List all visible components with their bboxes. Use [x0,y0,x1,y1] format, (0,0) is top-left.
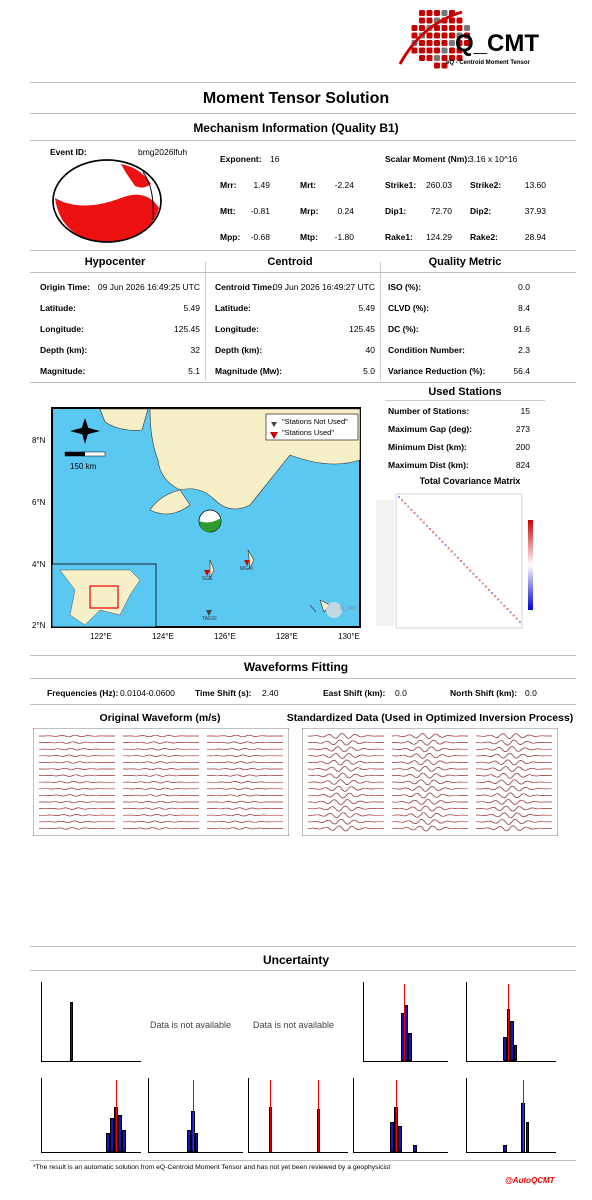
hypocenter-value-1: 5.49 [183,303,200,313]
centroid-value-3: 40 [365,345,375,355]
uncertainty-histogram-7 [466,1078,556,1153]
map-panel [30,400,370,645]
centroid-label-2: Longitude: [215,324,259,334]
centroid-value-4: 5.0 [363,366,375,376]
mrr-value: 1.49 [253,180,270,190]
lat-tick-4: 4°N [32,560,46,569]
event-id-label: Event ID: [50,147,87,157]
original-waveform-plot [33,728,289,836]
centroid-value-0: 09 Jun 2026 16:49:27 UTC [272,282,375,292]
mrt-label: Mrt: [300,180,317,190]
na-message-1: Data is not available [150,1020,232,1030]
lon-tick-128: 128°E [276,632,298,641]
mtp-label: Mtp: [300,232,318,242]
legend-used: "Stations Used" [282,428,335,437]
strike1-label: Strike1: [385,180,417,190]
east-label: East Shift (km): [323,688,386,698]
hypocenter-value-3: 32 [190,345,200,355]
dip1-label: Dip1: [385,206,407,216]
rake1-label: Rake1: [385,232,413,242]
exponent-value: 16 [270,154,280,164]
uncertainty-histogram-3 [41,1078,141,1153]
lon-tick-126: 126°E [214,632,236,641]
dip2-label: Dip2: [470,206,492,216]
covariance-matrix [376,490,548,638]
rake2-value: 28.94 [524,232,546,242]
tshift-label: Time Shift (s): [195,688,252,698]
hypocenter-label-1: Latitude: [40,303,76,313]
footer-handle: @AutoQCMT [505,1176,555,1185]
event-id-value: bmg2026lfuh [138,147,188,157]
mrp-label: Mrp: [300,206,319,216]
uncertainty-heading: Uncertainty [262,953,330,967]
legend-not-used: "Stations Not Used" [282,417,348,426]
mtp-value: -1.80 [334,232,354,242]
freq-value: 0.0104-0.0600 [120,688,175,698]
station-label-tagsi: TAGSI [202,616,217,622]
uncertainty-histogram-4 [148,1078,243,1153]
east-value: 0.0 [395,688,407,698]
centroid-label-3: Depth (km): [215,345,263,355]
mtt-value: -0.81 [250,206,270,216]
mrp-value: 0.24 [337,206,354,216]
original-waveform-title: Original Waveform (m/s) [99,712,221,724]
station-value-3: 824 [515,460,530,470]
hypocenter-value-2: 125.45 [174,324,200,334]
map-watermark: Q_CMT [340,606,358,612]
station-value-2: 200 [515,442,530,452]
na-message-2: Data is not available [253,1020,335,1030]
scalar-moment-label: Scalar Moment (Nm): [385,154,471,164]
hypocenter-label-2: Longitude: [40,324,84,334]
station-label-1: Maximum Gap (deg): [388,424,473,434]
rake1-value: 124.29 [426,232,452,242]
lon-tick-124: 124°E [152,632,174,641]
station-label-mgai: MGAI [240,566,253,572]
footer-note: *The result is an automatic solution from eQ-Centroid Moment Tensor and has not yet been reviewed by a geophysicist [33,1164,391,1171]
strike2-value: 13.60 [524,180,546,190]
hypocenter-value-4: 5.1 [188,366,200,376]
uncertainty-histogram-6 [353,1078,448,1153]
lat-tick-8: 8°N [32,436,46,445]
mechanism-heading: Mechanism Information (Quality B1) [193,121,399,135]
rake2-label: Rake2: [470,232,498,242]
lat-tick-2: 2°N [32,621,46,630]
mrt-value: -2.24 [334,180,354,190]
centroid-heading: Centroid [267,256,313,268]
station-label-3: Maximum Dist (km): [388,460,469,470]
logo-tagline: eQ - Centroid Moment Tensor [446,60,530,66]
lon-tick-130: 130°E [338,632,360,641]
hypocenter-value-0: 09 Jun 2026 16:49:25 UTC [97,282,200,292]
tshift-value: 2.40 [262,688,279,698]
uncertainty-histogram-5 [248,1078,348,1153]
centroid-label-4: Magnitude (Mw): [215,366,283,376]
quality-label-4: Variance Reduction (%): [388,366,486,376]
lat-tick-6: 6°N [32,498,46,507]
station-value-0: 15 [520,406,530,416]
station-label-0: Number of Stations: [388,406,470,416]
quality-label-2: DC (%): [388,324,419,334]
quality-value-4: 56.4 [513,366,530,376]
page-title: Moment Tensor Solution [202,90,390,107]
uncertainty-histogram-2 [466,982,556,1062]
quality-value-2: 91.6 [513,324,530,334]
station-value-1: 273 [515,424,530,434]
stations-heading: Used Stations [428,386,502,398]
hypocenter-label-4: Magnitude: [40,366,86,376]
covariance-title: Total Covariance Matrix [419,476,521,486]
logo-brand: Q_CMT [455,30,539,57]
uncertainty-histogram-1 [363,982,448,1062]
centroid-label-1: Latitude: [215,303,251,313]
standardized-waveform-plot [302,728,558,836]
mrr-label: Mrr: [220,180,237,190]
station-label-2: Minimum Dist (km): [388,442,467,452]
hypocenter-label-0: Origin Time: [40,282,90,292]
mpp-value: -0.68 [250,232,270,242]
dip1-value: 72.70 [430,206,452,216]
standardized-title: Standardized Data (Used in Optimized Inversion Process) [286,712,574,724]
quality-value-3: 2.3 [518,345,530,355]
mtt-label: Mtt: [220,206,236,216]
mpp-label: Mpp: [220,232,241,242]
exponent-label: Exponent: [220,154,262,164]
freq-label: Frequencies (Hz): [47,688,119,698]
scalar-moment-value: 3.16 x 10^16 [469,154,518,164]
strike1-value: 260.03 [426,180,452,190]
strike2-label: Strike2: [470,180,502,190]
north-label: North Shift (km): [450,688,518,698]
dip2-value: 37.93 [524,206,546,216]
north-value: 0.0 [525,688,537,698]
hypocenter-label-3: Depth (km): [40,345,88,355]
quality-value-1: 8.4 [518,303,530,313]
quality-label-1: CLVD (%): [388,303,429,313]
centroid-label-0: Centroid Time: [215,282,275,292]
quality-heading: Quality Metric [428,256,502,268]
centroid-value-1: 5.49 [358,303,375,313]
centroid-value-2: 125.45 [349,324,375,334]
quality-label-3: Condition Number: [388,345,465,355]
waveforms-heading: Waveforms Fitting [243,660,349,674]
quality-value-0: 0.0 [518,282,530,292]
scale-label: 150 km [70,462,97,471]
hypocenter-heading: Hypocenter [84,256,146,268]
uncertainty-histogram-0 [41,982,141,1062]
beachball [51,158,163,244]
station-label-sge: SGE [202,576,213,582]
quality-label-0: ISO (%): [388,282,422,292]
lon-tick-122: 122°E [90,632,112,641]
